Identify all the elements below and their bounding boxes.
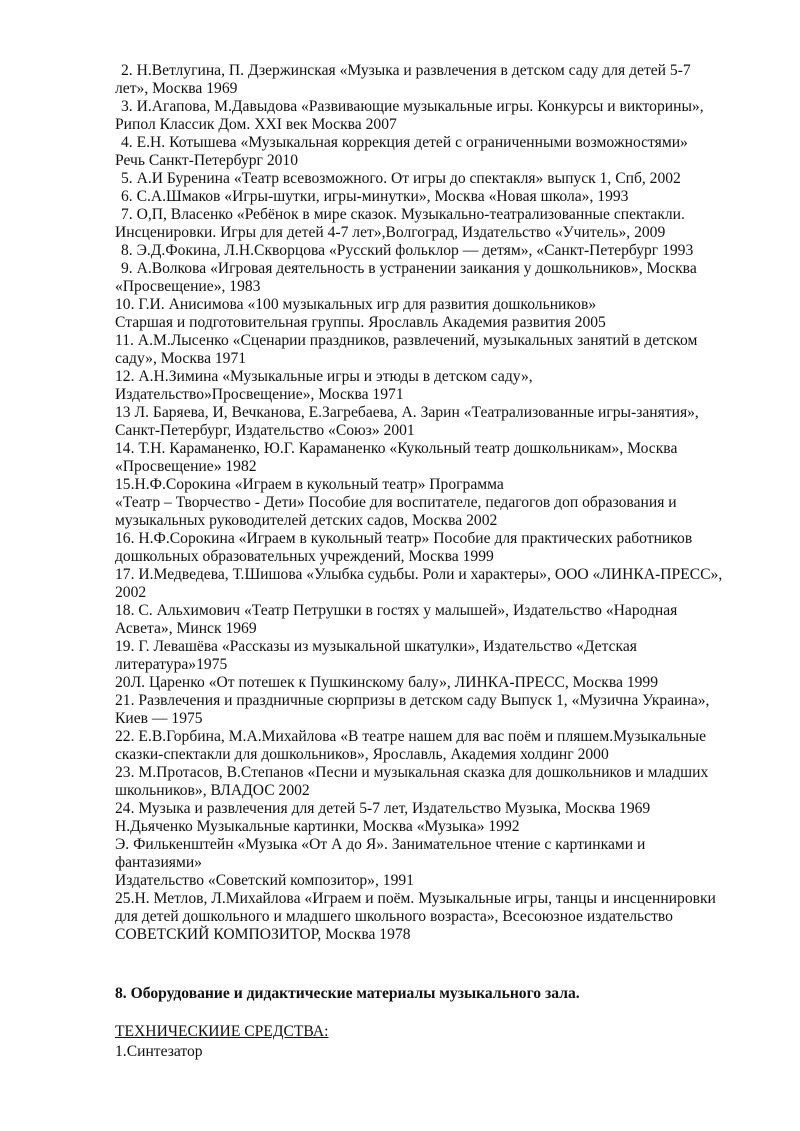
bibliography-line: Н.Дьяченко Музыкальные картинки, Москва «Музыка» 1992 [115, 818, 520, 835]
bibliography-line: музыкальных руководителей детских садов, Москва 2002 [115, 512, 498, 529]
bibliography-line: 20Л. Царенко «От потешек к Пушкинскому балу», ЛИНКА-ПРЕСС, Москва 1999 [115, 674, 659, 691]
bibliography-line: для детей дошкольного и младшего школьного возраста», Всесоюзное издательство [115, 908, 673, 925]
bibliography-line: 8. Э.Д.Фокина, Л.Н.Скворцова «Русский фольклор — детям», «Санкт-Петербург 1993 [121, 242, 694, 259]
bibliography-line: Санкт-Петербург, Издательство «Союз» 2001 [115, 422, 415, 439]
bibliography-line: 23. М.Протасов, В.Степанов «Песни и музыкальная сказка для дошкольников и младших [115, 764, 709, 781]
bibliography-line: Инсценировки. Игры для детей 4-7 лет»,Волгоград, Издательство «Учитель», 2009 [115, 224, 666, 241]
bibliography-line: 2. Н.Ветлугина, П. Дзержинская «Музыка и развлечения в детском саду для детей 5-7 [121, 62, 691, 79]
bibliography-line: Асвета», Минск 1969 [115, 620, 257, 637]
equipment-item: 1.Синтезатор [115, 1043, 203, 1060]
bibliography-line: 13 Л. Баряева, И, Вечканова, Е.Загребаева, А. Зарин «Театрализованные игры-занятия», [115, 404, 699, 421]
bibliography-line: 4. Е.Н. Котышева «Музыкальная коррекция детей с ограниченными возможностями» [121, 134, 688, 151]
equipment-subheading: ТЕХНИЧЕСКИИЕ СРЕДСТВА: [115, 1023, 329, 1040]
bibliography-line: 15.Н.Ф.Сорокина «Играем в кукольный театр» Программа [115, 476, 504, 493]
bibliography-line: 6. С.А.Шмаков «Игры-шутки, игры-минутки», Москва «Новая школа», 1993 [121, 188, 629, 205]
bibliography-line: Издательство «Советский композитор», 1991 [115, 872, 414, 889]
bibliography-line: 11. А.М.Лысенко «Сценарии праздников, развлечений, музыкальных занятий в детском [115, 332, 698, 349]
bibliography-line: Старшая и подготовительная группы. Ярославль Академия развития 2005 [115, 314, 606, 331]
bibliography-line: «Театр – Творчество - Дети» Пособие для воспитателе, педагогов доп образования и [115, 494, 677, 511]
bibliography-line: школьников», ВЛАДОС 2002 [115, 782, 310, 799]
bibliography-line: 12. А.Н.Зимина «Музыкальные игры и этюды в детском саду», [115, 368, 533, 385]
bibliography-line: лет», Москва 1969 [115, 80, 238, 97]
bibliography-line: Рипол Классик Дом. XXI век Москва 2007 [115, 116, 397, 133]
bibliography-line: 21. Развлечения и праздничные сюрпризы в детском саду Выпуск 1, «Музична Украина», [115, 692, 710, 709]
bibliography-line: саду», Москва 1971 [115, 350, 247, 367]
bibliography-line: 19. Г. Левашёва «Рассказы из музыкальной шкатулки», Издательство «Детская [115, 638, 637, 655]
bibliography-line: 24. Музыка и развлечения для детей 5-7 лет, Издательство Музыка, Москва 1969 [115, 800, 651, 817]
bibliography-line: сказки-спектакли для дошкольников», Ярославль, Академия холдинг 2000 [115, 746, 609, 763]
bibliography-line: 9. А.Волкова «Игровая деятельность в устранении заикания у дошкольников», Москва [121, 260, 697, 277]
bibliography-line: 5. А.И Буренина «Театр всевозможного. От игры до спектакля» выпуск 1, Спб, 2002 [121, 170, 681, 187]
bibliography-line: литература»1975 [115, 656, 228, 673]
bibliography-line: дошкольных образовательных учреждений, Москва 1999 [115, 548, 494, 565]
bibliography-line: фантазиями» [115, 854, 202, 871]
bibliography-line: Издательство»Просвещение», Москва 1971 [115, 386, 404, 403]
bibliography-line: 10. Г.И. Анисимова «100 музыкальных игр для развития дошкольников» [115, 296, 597, 313]
section-heading: 8. Оборудование и дидактические материалы музыкального зала. [115, 985, 580, 1002]
bibliography-line: Киев — 1975 [115, 710, 203, 727]
bibliography-line: «Просвещение» 1982 [115, 458, 257, 475]
bibliography-line: Речь Санкт-Петербург 2010 [115, 152, 299, 169]
bibliography-line: 14. Т.Н. Караманенко, Ю.Г. Караманенко «Кукольный театр дошкольникам», Москва [115, 440, 678, 457]
bibliography-line: 16. Н.Ф.Сорокина «Играем в кукольный театр» Пособие для практических работников [115, 530, 693, 547]
bibliography-line: 18. С. Альхимович «Театр Петрушки в гостях у малышей», Издательство «Народная [115, 602, 678, 619]
bibliography-line: 25.Н. Метлов, Л.Михайлова «Играем и поём. Музыкальные игры, танцы и инсценнировки [115, 890, 716, 907]
bibliography-line: 17. И.Медведева, Т.Шишова «Улыбка судьбы. Роли и характеры», ООО «ЛИНКА-ПРЕСС», [115, 566, 723, 583]
bibliography-line: 3. И.Агапова, М.Давыдова «Развивающие музыкальные игры. Конкурсы и викторины», [121, 98, 704, 115]
bibliography-line: 7. О,П, Власенко «Ребёнок в мире сказок. Музыкально-театрализованные спектакли. [121, 206, 685, 223]
bibliography-line: «Просвещение», 1983 [115, 278, 261, 295]
bibliography-line: СОВЕТСКИЙ КОМПОЗИТОР, Москва 1978 [115, 926, 411, 943]
bibliography-line: 22. Е.В.Горбина, М.А.Михайлова «В театре нашем для вас поём и пляшем.Музыкальные [115, 728, 707, 745]
bibliography-line: Э. Филькенштейн «Музыка «От А до Я». Занимательное чтение с картинками и [115, 836, 646, 853]
bibliography-line: 2002 [115, 584, 147, 601]
